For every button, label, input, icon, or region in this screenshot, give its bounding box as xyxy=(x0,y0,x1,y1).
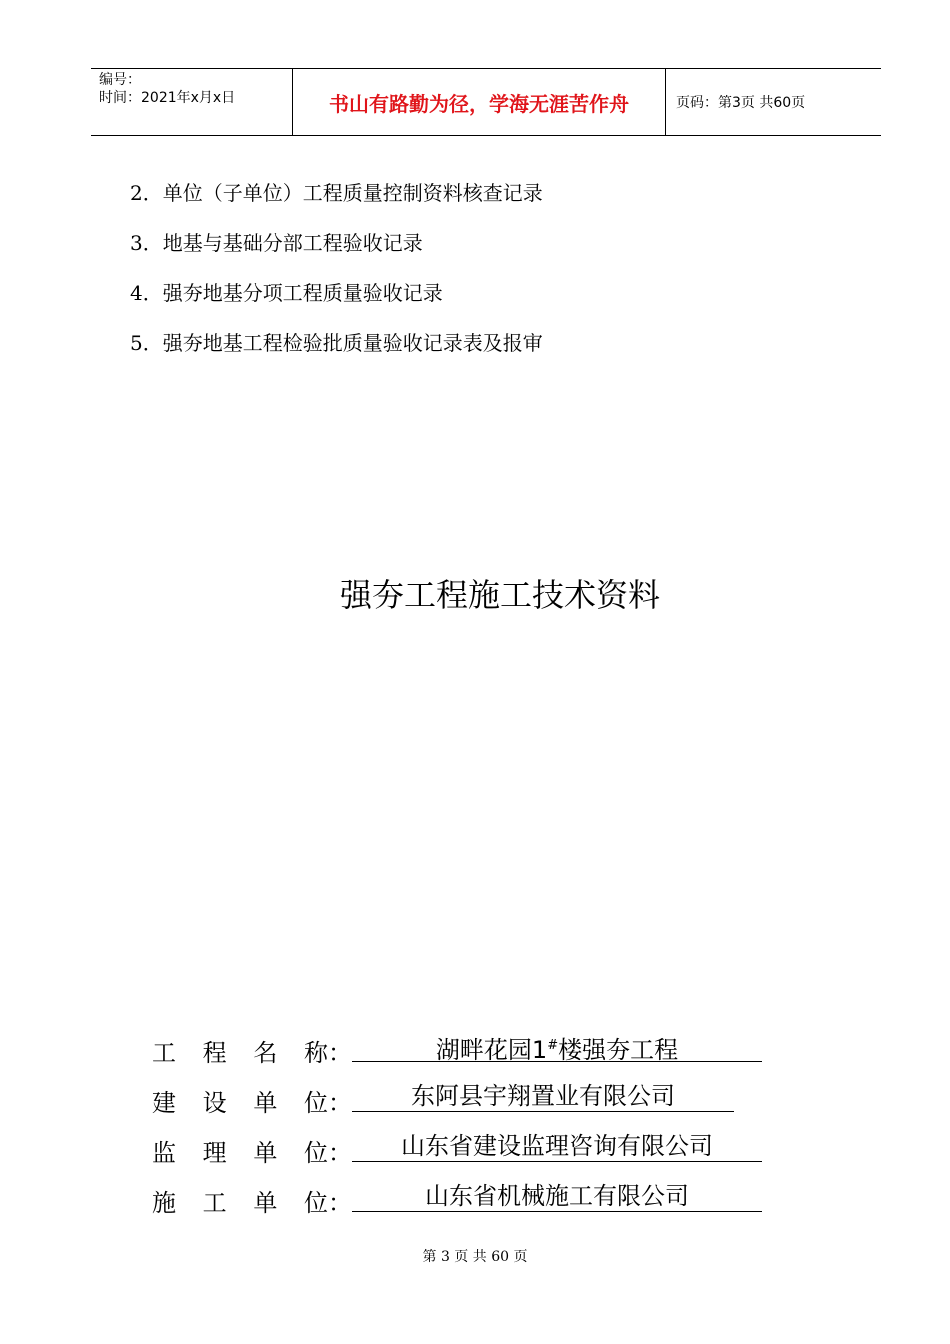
list-item: 4．强夯地基分项工程质量验收记录 xyxy=(130,281,443,305)
project-name-row xyxy=(152,1020,762,1070)
builder-row xyxy=(152,1070,762,1120)
motto-text: 书山有路勤为径，学海无涯苦作舟 xyxy=(329,91,629,116)
page-header xyxy=(91,68,881,136)
header-page-cell xyxy=(666,69,881,135)
code-label: 编号： xyxy=(99,72,141,88)
page-footer: 第 3 页 共 60 页 xyxy=(422,1249,528,1265)
page-title: 强夯工程施工技术资料 xyxy=(339,576,660,614)
supervisor-label: 监 理 单 位： xyxy=(152,1139,352,1167)
contents-list xyxy=(130,176,543,376)
builder-value: 东阿县宇翔置业有限公司 xyxy=(352,1080,734,1112)
project-name-value: 湖畔花园1#楼强夯工程 xyxy=(352,1030,762,1062)
supervisor-row xyxy=(152,1120,762,1170)
builder-label: 建 设 单 位： xyxy=(152,1089,352,1117)
list-item: 3．地基与基础分部工程验收记录 xyxy=(130,231,423,255)
list-item: 2．单位（子单位）工程质量控制资料核查记录 xyxy=(130,181,543,205)
header-meta-cell xyxy=(91,69,293,135)
header-motto-cell xyxy=(293,69,666,135)
project-info xyxy=(152,1020,762,1220)
constructor-value: 山东省机械施工有限公司 xyxy=(352,1180,762,1212)
project-name-label: 工 程 名 称： xyxy=(152,1039,352,1067)
constructor-row xyxy=(152,1170,762,1220)
supervisor-value: 山东省建设监理咨询有限公司 xyxy=(352,1130,762,1162)
time-label: 时间：2021年x月x日 xyxy=(99,90,236,106)
list-item: 5．强夯地基工程检验批质量验收记录表及报审 xyxy=(130,331,543,355)
constructor-label: 施 工 单 位： xyxy=(152,1189,352,1217)
page-info: 页码：第3页 共60页 xyxy=(676,95,806,111)
